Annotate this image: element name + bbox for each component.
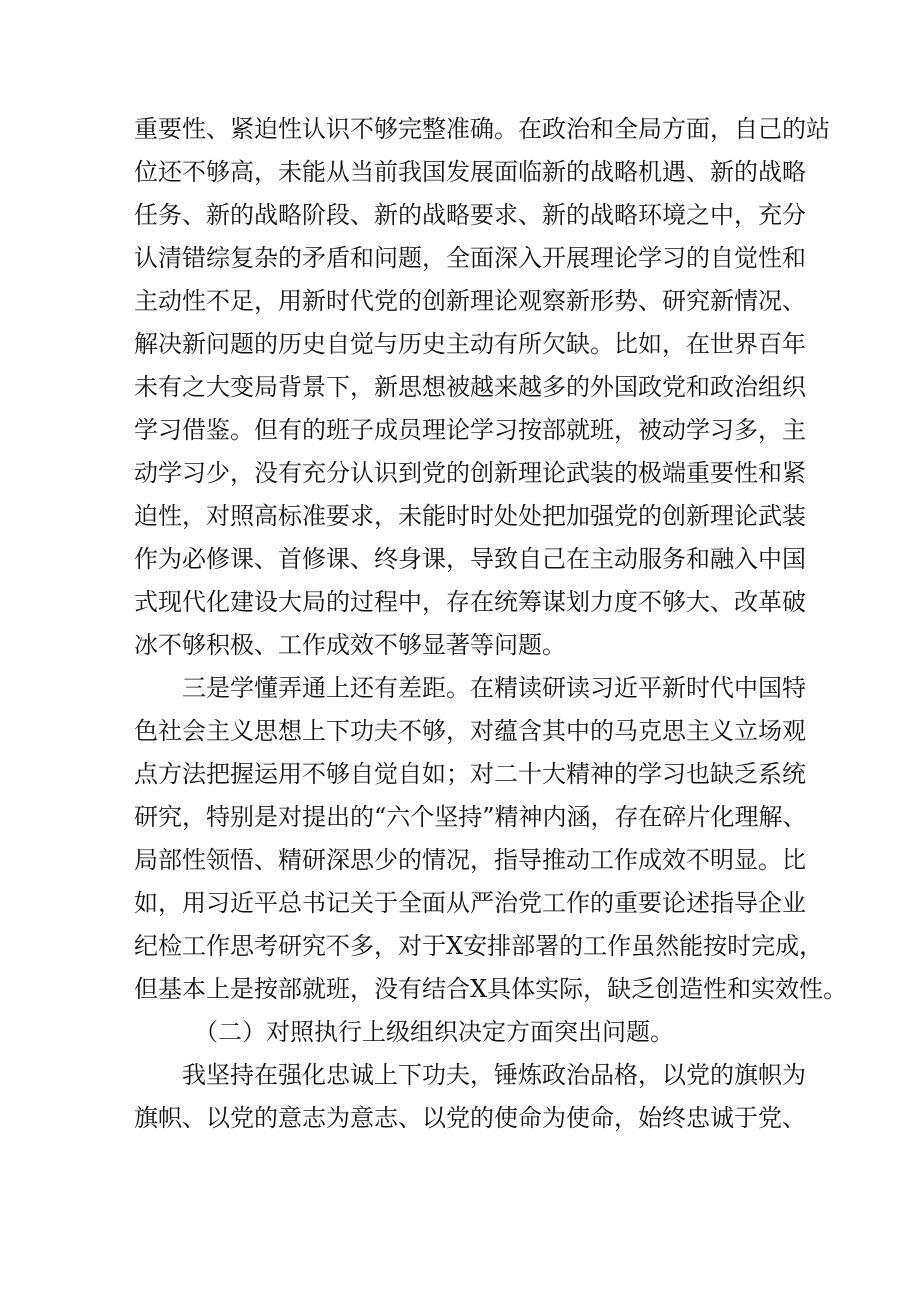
text-line: 主动性不足，用新时代党的创新理论观察新形势、研究新情况、 — [134, 287, 806, 315]
text-line: 迫性，对照高标准要求，未能时时处处把加强党的创新理论武装 — [134, 502, 806, 530]
text-line: 重要性、紧迫性认识不够完整准确。在政治和全局方面，自己的站 — [134, 115, 830, 143]
text-line: 色社会主义思想上下功夫不够，对蕴含其中的马克思主义立场观 — [134, 717, 806, 745]
text-line: 研究，特别是对提出的“六个坚持”精神内涵，存在碎片化理解、 — [134, 803, 807, 831]
text-line: 位还不够高，未能从当前我国发展面临新的战略机遇、新的战略 — [134, 158, 806, 186]
paragraph-start-line: 三是学懂弄通上还有差距。在精读研读习近平新时代中国特 — [182, 674, 806, 702]
paragraph-start-line: 我坚持在强化忠诚上下功夫，锤炼政治品格，以党的旗帜为 — [182, 1061, 806, 1089]
document-body — [134, 108, 848, 1140]
text-line: 作为必修课、首修课、终身课，导致自己在主动服务和融入中国 — [134, 545, 806, 573]
text-line: 任务、新的战略阶段、新的战略要求、新的战略环境之中，充分 — [134, 201, 806, 229]
text-line: 动学习少，没有充分认识到党的创新理论武装的极端重要性和紧 — [134, 459, 806, 487]
text-line: 旗帜、以党的意志为意志、以党的使命为使命，始终忠诚于党、 — [134, 1104, 806, 1132]
text-line: 式现代化建设大局的过程中，存在统筹谋划力度不够大、改革破 — [134, 588, 806, 616]
text-line: 认清错综复杂的矛盾和问题，全面深入开展理论学习的自觉性和 — [134, 244, 806, 272]
text-line: 解决新问题的历史自觉与历史主动有所欠缺。比如，在世界百年 — [134, 330, 806, 358]
text-line: 未有之大变局背景下，新思想被越来越多的外国政党和政治组织 — [134, 373, 806, 401]
text-line: 学习借鉴。但有的班子成员理论学习按部就班，被动学习多，主 — [134, 416, 806, 444]
paragraph-end-line: 冰不够积极、工作成效不够显著等问题。 — [134, 631, 566, 659]
section-heading: （二）对照执行上级组织决定方面突出问题。 — [194, 1018, 674, 1046]
text-line: 点方法把握运用不够自觉自如；对二十大精神的学习也缺乏系统 — [134, 760, 806, 788]
text-line: 但基本上是按部就班，没有结合X具体实际，缺乏创造性和实效性。 — [134, 975, 848, 1003]
text-line: 局部性领悟、精研深思少的情况，指导推动工作成效不明显。比 — [134, 846, 806, 874]
text-line: 如，用习近平总书记关于全面从严治党工作的重要论述指导企业 — [134, 889, 806, 917]
text-line: 纪检工作思考研究不多，对于X安排部署的工作虽然能按时完成， — [134, 932, 824, 960]
